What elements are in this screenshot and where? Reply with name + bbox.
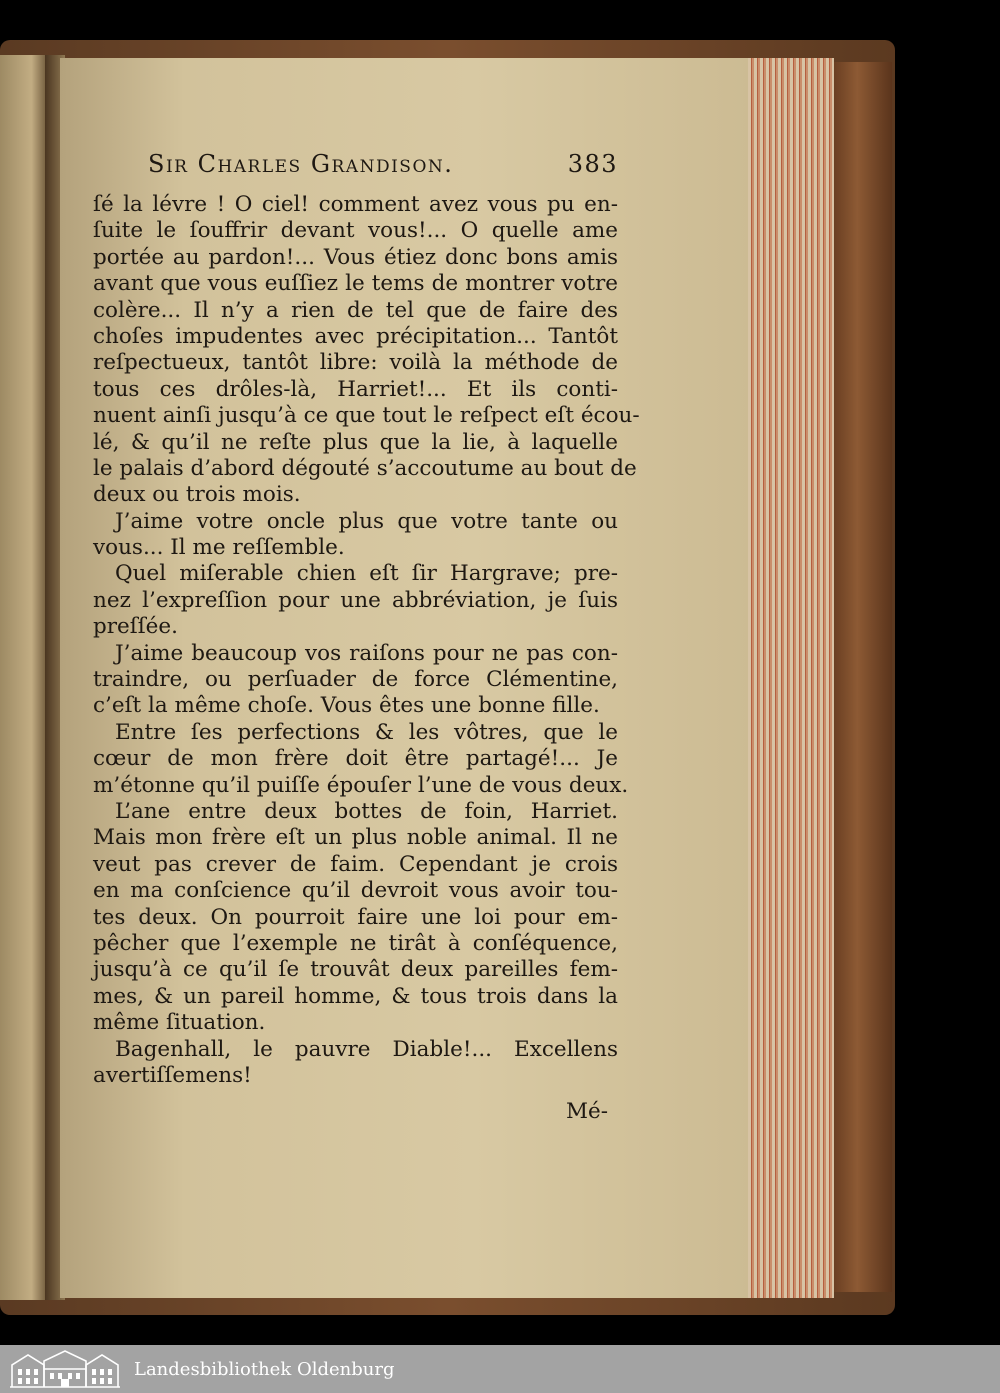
body-text: [93, 192, 640, 1089]
text-line: tes deux. On pourroit faire une loi pour em-: [93, 904, 618, 930]
left-page-edge: [0, 55, 45, 1300]
page-content: [93, 150, 640, 1125]
text-line: nuent ainſi jusqu’à ce que tout le reſpect eſt écou-: [93, 403, 640, 429]
text-line: colère... Il n’y a rien de tel que de faire des: [93, 297, 618, 323]
text-line: Mais mon frère eſt un plus noble animal. Il ne: [93, 825, 618, 851]
text-line: ſé la lévre ! O ciel! comment avez vous pu en-: [93, 192, 618, 217]
text-line: Quel miſerable chien eſt ſir Hargrave; pre-: [115, 561, 618, 587]
text-line: avertiſſemens!: [93, 1062, 252, 1088]
library-building-logo-icon: [8, 1349, 122, 1389]
text-line: preſſée.: [93, 614, 178, 640]
text-line: Entre ſes perfections & les vôtres, que le: [115, 719, 618, 745]
text-line: même ſituation.: [93, 1010, 266, 1036]
book-spine: [834, 62, 892, 1292]
text-line: traindre, ou perſuader de force Clémentine,: [93, 667, 618, 693]
text-line: lé, & qu’il ne reſte plus que la lie, à laquelle: [93, 429, 618, 455]
text-line: choſes impudentes avec précipitation... Tantôt: [93, 323, 618, 349]
text-line: J’aime beaucoup vos raiſons pour ne pas con-: [115, 640, 618, 666]
catchword: Mé-: [565, 1099, 608, 1125]
page-number: 383: [567, 150, 618, 178]
page-edges: [748, 58, 834, 1298]
text-line: m’étonne qu’il puiſſe épouſer l’une de vous deux.: [93, 772, 629, 798]
text-line: reſpectueux, tantôt libre: voilà la méthode de: [93, 350, 618, 376]
text-line: Bagenhall, le pauvre Diable!... Excellens: [115, 1036, 618, 1062]
text-line: pêcher que l’exemple ne tirât à conſéquence,: [93, 930, 618, 956]
text-line: cœur de mon frère doit être partagé!... Je: [93, 746, 618, 772]
text-line: ſuite le ſouffrir devant vous!... O quelle ame: [93, 218, 618, 244]
text-line: avant que vous euſſiez le tems de montrer votre: [93, 271, 618, 297]
text-line: portée au pardon!... Vous étiez donc bons amis: [93, 244, 618, 270]
text-line: nez l’expreſſion pour une abbréviation, je ſuis: [93, 587, 618, 613]
running-header: [148, 150, 618, 186]
text-line: mes, & un pareil homme, & tous trois dans la: [93, 983, 618, 1009]
text-line: c’eſt la même choſe. Vous êtes une bonne fille.: [93, 693, 600, 719]
running-title: Sir Charles Grandison.: [148, 150, 454, 178]
text-line: deux ou trois mois.: [93, 482, 301, 508]
text-line: le palais d’abord dégouté s’accoutume au bout de: [93, 455, 637, 481]
text-line: veut pas crever de faim. Cependant je crois: [93, 851, 618, 877]
text-line: L’ane entre deux bottes de foin, Harriet.: [115, 798, 618, 824]
text-line: en ma conſcience qu’il devroit vous avoir tou-: [93, 878, 618, 904]
text-line: J’aime votre oncle plus que votre tante ou: [115, 508, 618, 534]
library-footer: [0, 1345, 1000, 1393]
text-line: jusqu’à ce qu’il ſe trouvât deux pareilles fem-: [93, 957, 618, 983]
text-line: tous ces drôles-là, Harriet!... Et ils conti-: [93, 376, 618, 402]
text-line: vous... Il me reſſemble.: [93, 535, 345, 561]
library-name: Landesbibliothek Oldenburg: [134, 1358, 395, 1380]
